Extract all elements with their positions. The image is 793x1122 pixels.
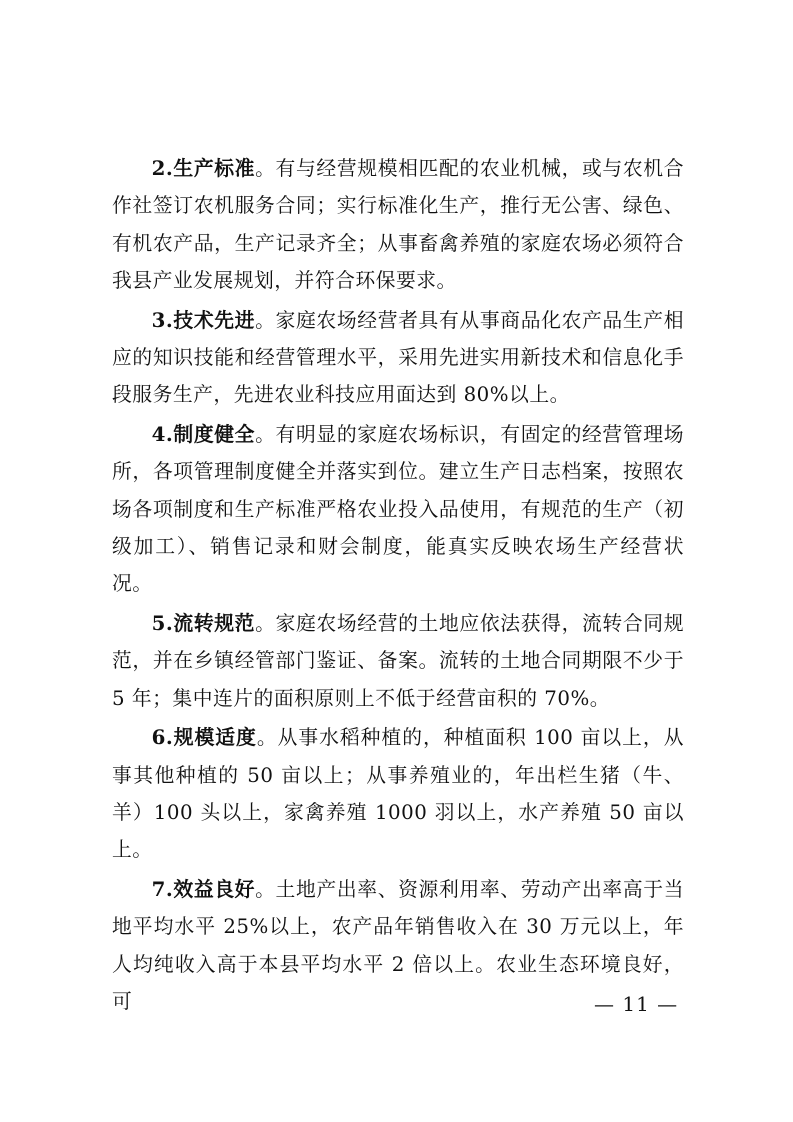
paragraph-text: 。家庭农场经营者具有从事商品化农产品生产相应的知识技能和经营管理水平，采用先进实用新技术和信息化手段服务生产，先进农业科技应用面达到 80%以上。	[112, 308, 684, 407]
page-number: — 11 —	[594, 992, 679, 1016]
paragraph-heading: 3.技术先进	[151, 307, 256, 332]
paragraph-standard-transfer	[112, 605, 684, 717]
paragraph-sound-systems	[112, 416, 684, 603]
paragraph-heading: 4.制度健全	[151, 421, 256, 446]
paragraph-text: 。有明显的家庭农场标识，有固定的经营管理场所，各项管理制度健全并落实到位。建立生产日志档案，按照农场各项制度和生产标准严格农业投入品使用，有规范的生产（初级加工）、销售记录和财会制度，能真实反映农场生产经营状况。	[112, 422, 684, 596]
document-body	[112, 150, 684, 1022]
paragraph-heading: 5.流转规范	[151, 610, 256, 635]
paragraph-heading: 2.生产标准	[151, 156, 256, 180]
paragraph-heading: 6.规模适度	[151, 725, 257, 750]
paragraph-production-standard	[112, 150, 684, 300]
paragraph-text: 。土地产出率、资源利用率、劳动产出率高于当地平均水平 25%以上，农产品年销售收入在 30 万元以上，年人均纯收入高于本县平均水平 2 倍以上。农业生态环境良好，可	[112, 877, 684, 1013]
paragraph-text: 。有与经营规模相匹配的农业机械，或与农机合作社签订农机服务合同；实行标准化生产，推行无公害、绿色、有机农产品，生产记录齐全；从事畜禽养殖的家庭农场必须符合我县产业发展规划，并符合环保要求。	[112, 157, 684, 293]
paragraph-appropriate-scale	[112, 719, 684, 869]
paragraph-text: 。从事水稻种植的，种植面积 100 亩以上，从事其他种植的 50 亩以上；从事养殖业的，年出栏生猪（牛、羊）100 头以上，家禽养殖 1000 羽以上，水产养殖 50 亩以上。	[112, 726, 684, 862]
paragraph-text: 。家庭农场经营的土地应依法获得，流转合同规范，并在乡镇经管部门鉴证、备案。流转的土地合同期限不少于 5 年；集中连片的面积原则上不低于经营亩积的 70%。	[112, 611, 684, 710]
paragraph-heading: 7.效益良好	[151, 876, 256, 901]
paragraph-advanced-technology	[112, 302, 684, 414]
